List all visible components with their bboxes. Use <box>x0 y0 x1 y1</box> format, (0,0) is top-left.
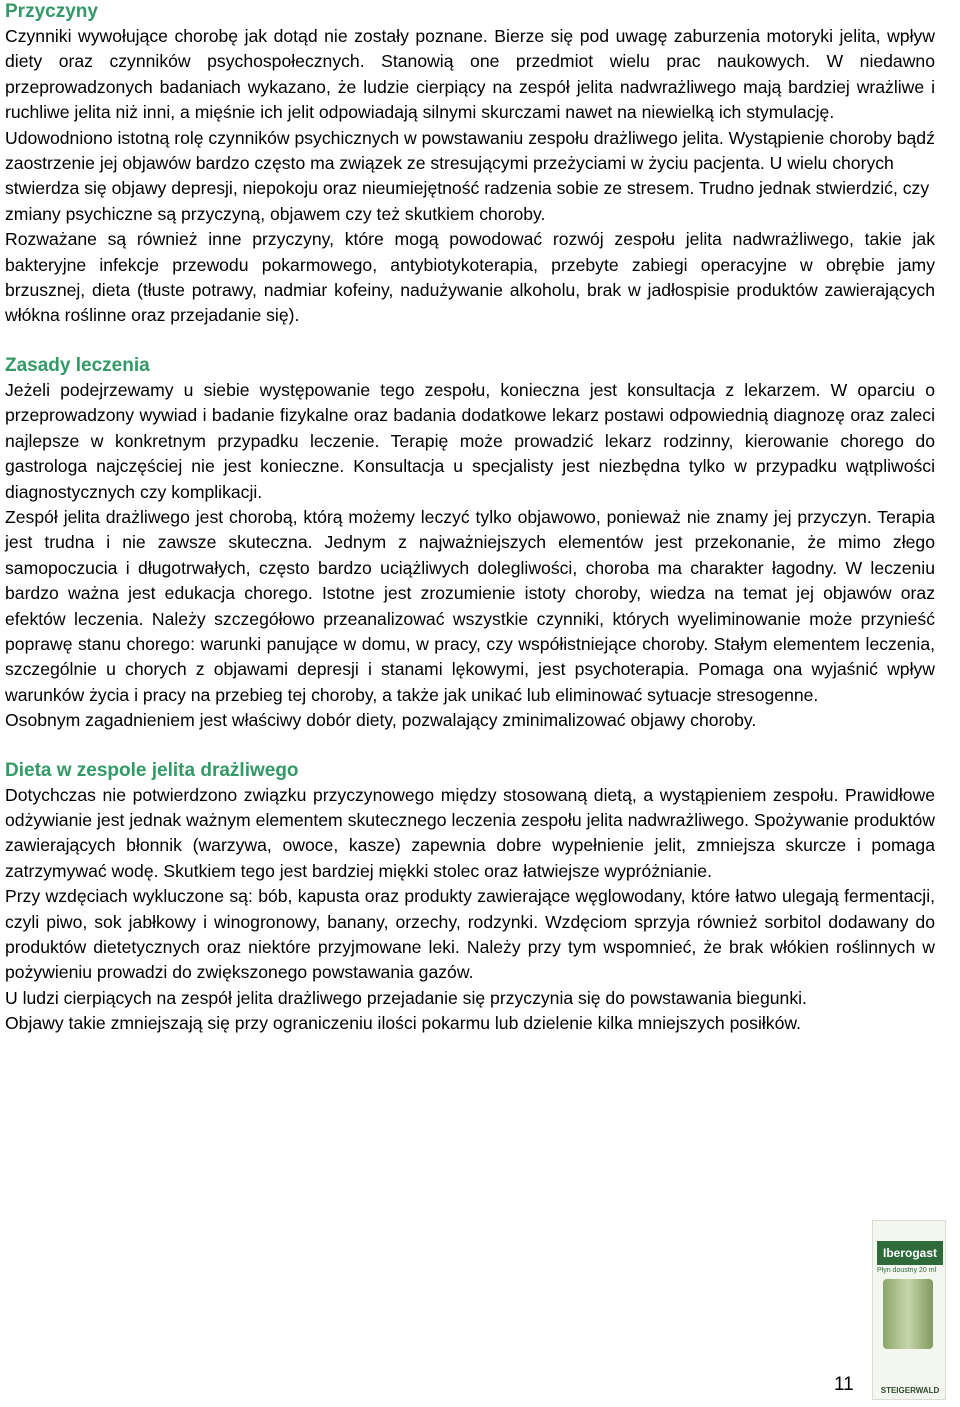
product-subtitle: Płyn doustny 20 ml <box>877 1267 937 1274</box>
product-brand: Iberogast <box>877 1241 943 1265</box>
page-number: 11 <box>834 1374 854 1395</box>
section-heading: Zasady leczenia <box>5 354 150 376</box>
section-heading: Dieta w zespole jelita drażliwego <box>5 759 299 781</box>
paragraph: Jeżeli podejrzewamy u siebie występowanie tego zespołu, konieczna jest konsultacja z lekarzem. W oparciu o przeprowadzony wywiad i badanie fizykalne oraz badania dodatkowe lekarz postawi odpowiednią diagnozę oraz zaleci najlepsze w konkretnym przypadku leczenie. Terapię może prowadzić lekarz rodzinny, kierowanie chorego do gastrologa najczęściej nie jest konieczne. Konsultacja u specjalisty jest niezbędna tylko w przypadku wątpliwości diagnostycznych czy komplikacji. <box>5 379 935 502</box>
section-heading: Przyczyny <box>5 1 98 22</box>
paragraph: Przy wzdęciach wykluczone są: bób, kapusta oraz produkty zawierające węglowodany, które łatwo ulegają fermentacji, czyli piwo, sok jabłkowy i winogronowy, banany, orzechy, rodzynki. Wzdęciom sprzyja również sorbitol dodawany do produktów dietetycznych oraz niektóre przyjmowane leki. Należy przy tym wspomnieć, że brak włókien roślinnych w pożywieniu prowadzi do zwiększonego powstawania gazów. <box>5 886 935 983</box>
document-page <box>5 0 935 1037</box>
product-maker: STEIGERWALD <box>880 1386 940 1395</box>
section-zasady-leczenia <box>5 354 935 734</box>
paragraph: Rozważane są również inne przyczyny, które mogą powodować rozwój zespołu jelita nadwrażliwego, takie jak bakteryjne infekcje przewodu pokarmowego, antybiotykoterapia, przebyte zabiegi operacyjne w obrębie jamy brzusznej, dieta (tłuste potrawy, nadmiar kofeiny, nadużywanie alkoholu, brak w jadłospisie produktów zawierających włókna roślinne oraz przejadanie się). <box>5 229 935 326</box>
section-dieta <box>5 759 935 1037</box>
paragraph: Dotychczas nie potwierdzono związku przyczynowego między stosowaną dietą, a wystąpieniem zespołu. Prawidłowe odżywianie jest jednak ważnym elementem skutecznego leczenia zespołu jelita nadwrażliwego. Spożywanie produktów zawierających błonnik (warzywa, owoce, kasze) zapewnia dobre wypełnienie jelit, zmniejsza skurcze i pomaga zatrzymywać wodę. Skutkiem tego jest bardziej miękki stolec oraz łatwiejsze wypróżnianie. <box>5 784 935 881</box>
paragraph: Udowodniono istotną rolę czynników psychicznych w powstawaniu zespołu drażliwego jelita. Wystąpienie choroby bądź zaostrzenie jej objawów bardzo często ma związek ze stresującymi przeżyciami w życiu pacjenta. U wielu chorych stwierdza się objawy depresji, niepokoju oraz nieumiejętność radzenia sobie ze stresem. Trudno jednak stwierdzić, czy zmiany psychiczne są przyczyną, objawem czy też skutkiem choroby. <box>5 127 935 224</box>
paragraph: Czynniki wywołujące chorobę jak dotąd nie zostały poznane. Bierze się pod uwagę zaburzenia motoryki jelita, wpływ diety oraz czynników psychospołecznych. Stanowią one przedmiot wielu prac naukowych. W niedawno przeprowadzonych badaniach wykazano, że ludzie cierpiący na zespół jelita nadwrażliwego mają bardziej wrażliwe i ruchliwe jelita niż inni, a mięśnie ich jelit odpowiadają silnymi skurczami nawet na niewielką ich stymulację. <box>5 26 935 123</box>
product-box-image <box>872 1220 946 1400</box>
bottle-icon <box>883 1279 933 1349</box>
section-przyczyny <box>5 0 935 329</box>
paragraph: Zespół jelita drażliwego jest chorobą, którą możemy leczyć tylko objawowo, ponieważ nie znamy jej przyczyn. Terapia jest trudna i nie zawsze skuteczna. Jednym z najważniejszych elementów jest przekonanie, że mimo złego samopoczucia i długotrwałych, często bardzo uciążliwych dolegliwości, choroba ma charakter łagodny. W leczeniu bardzo ważna jest edukacja chorego. Istotne jest zrozumienie istoty choroby, wiedza na temat jej objawów oraz efektów leczenia. Należy szczegółowo przeanalizować wszystkie czynniki, których wyeliminowanie może przynieść poprawę stanu chorego: warunki panujące w domu, w pracy, czy współistniejące choroby. Stałym elementem leczenia, szczególnie u chorych z objawami depresji i stanami lękowymi, jest psychoterapia. Pomaga ona wyjaśnić wpływ warunków życia i pracy na przebieg tej choroby, a także jak unikać lub eliminować sytuacje stresogenne. <box>5 506 935 705</box>
paragraph: Osobnym zagadnieniem jest właściwy dobór diety, pozwalający zminimalizować objawy choroby. <box>5 710 757 731</box>
paragraph: U ludzi cierpiących na zespół jelita drażliwego przejadanie się przyczynia się do powstawania biegunki. Objawy takie zmniejszają się przy ograniczeniu ilości pokarmu lub dzielenie kilka mniejszych posiłków. <box>5 987 807 1034</box>
